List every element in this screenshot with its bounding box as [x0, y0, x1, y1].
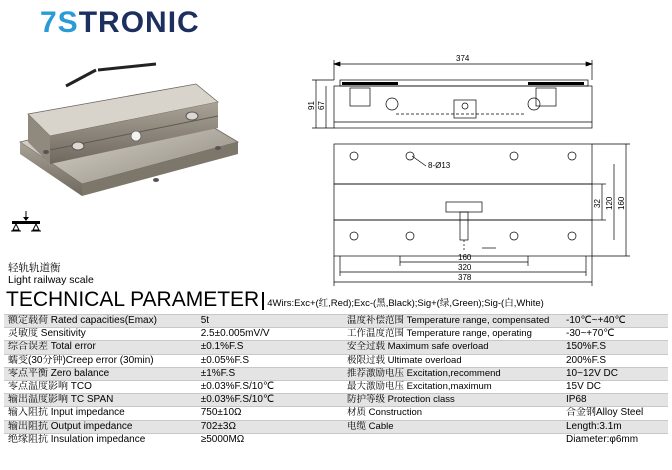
load-symbol-icon — [8, 210, 44, 238]
company-logo — [40, 6, 200, 40]
param-value: ±0.05%F.S — [197, 354, 343, 367]
logo-accent: 7S — [40, 6, 79, 39]
param-label: 输出温度影响 TC SPAN — [4, 394, 197, 407]
dim-32: 32 — [593, 199, 602, 208]
param-value: ±0.1%F.S — [197, 341, 343, 354]
table-row — [4, 407, 668, 420]
dim-bottom-320: 320 — [458, 263, 472, 272]
param-value: ±1%F.S — [197, 367, 343, 380]
param-value-2: 10~12V DC — [562, 367, 668, 380]
param-value-2: -30~+70℃ — [562, 328, 668, 341]
dim-67: 67 — [317, 101, 326, 110]
dim-160: 160 — [617, 196, 626, 210]
technical-drawing — [296, 52, 668, 292]
param-label: 额定载荷 Rated capacities(Emax) — [4, 315, 197, 328]
param-label: 蠕变(30分钟)Creep error (30min) — [4, 354, 197, 367]
param-label-2: 工作温度范围 Temperature range, operating — [343, 328, 562, 341]
table-row — [4, 367, 668, 380]
param-value-2: Diameter:φ6mm — [562, 433, 668, 446]
dim-91: 91 — [307, 101, 316, 110]
param-label: 综合误差 Total error — [4, 341, 197, 354]
param-label-2: 推荐激励电压 Excitation,recommend — [343, 367, 562, 380]
param-value: 2.5±0.005mV/V — [197, 328, 343, 341]
param-label-2: 电缆 Cable — [343, 420, 562, 433]
param-label: 零点平衡 Zero balance — [4, 367, 197, 380]
param-label: 绝缘阻抗 Insulation impedance — [4, 433, 197, 446]
param-value: 702±3Ω — [197, 420, 343, 433]
dim-120: 120 — [605, 196, 614, 210]
table-row — [4, 341, 668, 354]
table-row — [4, 315, 668, 328]
parameter-header — [6, 288, 666, 312]
param-label-2: 极限过载 Ultimate overload — [343, 354, 562, 367]
param-label: 输入阻抗 Input impedance — [4, 407, 197, 420]
param-label-2: 材质 Construction — [343, 407, 562, 420]
table-row — [4, 394, 668, 407]
param-value: ≥5000MΩ — [197, 433, 343, 446]
parameter-table — [4, 314, 668, 446]
param-label-2: 防护等级 Protection class — [343, 394, 562, 407]
table-row — [4, 354, 668, 367]
page-title: TECHNICAL PARAMETER — [6, 288, 260, 311]
param-label-2: 最大激励电压 Excitation,maximum — [343, 380, 562, 393]
logo-text: TRONIC — [78, 6, 200, 39]
wire-color-note: 4Wirs:Exc+(红,Red);Exc-(黑,Black);Sig+(绿,Green);Sig-(白,White) — [267, 298, 544, 309]
product-caption — [8, 262, 94, 286]
load-cell-photo — [6, 56, 246, 206]
param-value: ±0.03%F.S/10℃ — [197, 394, 343, 407]
table-row — [4, 380, 668, 393]
dim-bottom-378: 378 — [458, 273, 472, 282]
dim-374: 374 — [456, 54, 470, 63]
param-value: 750±10Ω — [197, 407, 343, 420]
holes-label: 8-Ø13 — [428, 161, 451, 170]
param-value-2: IP68 — [562, 394, 668, 407]
param-label-2: 温度补偿范围 Temperature range, compensated — [343, 315, 562, 328]
table-row — [4, 328, 668, 341]
param-value: ±0.03%F.S/10℃ — [197, 380, 343, 393]
param-value: 5t — [197, 315, 343, 328]
caption-cn: 轻轨轨道衡 — [8, 262, 61, 274]
param-value-2: -10℃~+40℃ — [562, 315, 668, 328]
dim-bottom-160: 160 — [458, 253, 472, 262]
param-value-2: Length:3.1m — [562, 420, 668, 433]
caption-en: Light railway scale — [8, 274, 94, 286]
param-value-2: 合金钢Alloy Steel — [562, 407, 668, 420]
param-label: 零点温度影响 TCO — [4, 380, 197, 393]
param-label-2 — [343, 433, 562, 446]
param-value-2: 15V DC — [562, 380, 668, 393]
param-label: 灵敏度 Sensitivity — [4, 328, 197, 341]
param-value-2: 150%F.S — [562, 341, 668, 354]
param-label: 输出阻抗 Output impedance — [4, 420, 197, 433]
table-row — [4, 420, 668, 433]
param-label-2: 安全过载 Maximum safe overload — [343, 341, 562, 354]
param-value-2: 200%F.S — [562, 354, 668, 367]
table-row — [4, 433, 668, 446]
title-divider — [262, 292, 264, 310]
